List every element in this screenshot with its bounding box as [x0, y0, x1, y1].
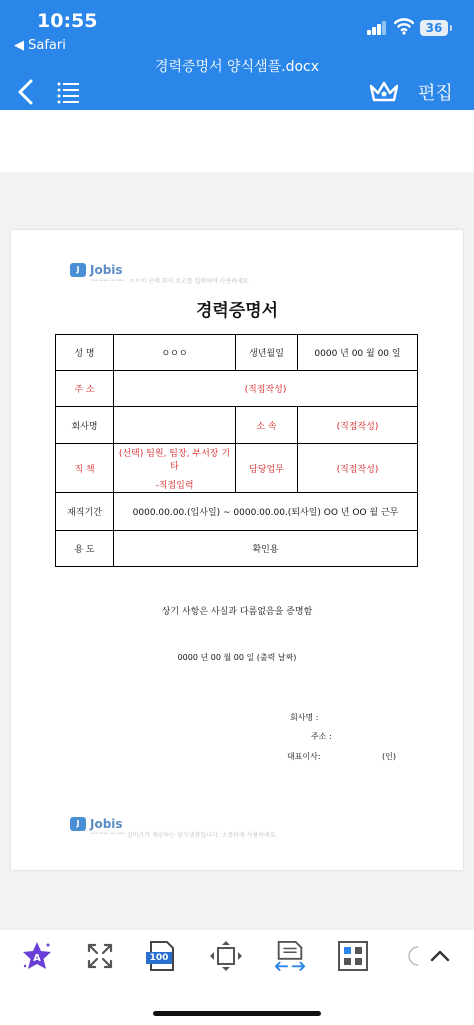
position-value-line1: (선택) 팀원, 팀장, 부서장 기타 — [118, 448, 231, 472]
duty-value: (직접작성) — [298, 444, 418, 493]
header-logo — [70, 263, 123, 277]
address-label: 주 소 — [56, 371, 114, 407]
dept-value: (직접작성) — [298, 407, 418, 444]
document-filename: 경력증명서 양식샘플.docx — [154, 59, 320, 75]
back-icon[interactable] — [14, 78, 38, 106]
ai-assistant-icon[interactable] — [21, 940, 53, 972]
career-info-table — [55, 334, 418, 567]
table-row — [56, 407, 418, 444]
duty-label: 담당업무 — [236, 444, 298, 493]
wifi-icon — [394, 17, 414, 35]
position-label: 직 책 — [56, 444, 114, 493]
signature-company: 회사명 : — [290, 713, 319, 722]
period-label: 재직기간 — [56, 493, 114, 531]
document-page — [11, 230, 463, 870]
purpose-value: 확인용 — [114, 531, 418, 567]
footer-logo — [70, 817, 123, 831]
reflow-icon[interactable] — [272, 940, 308, 972]
period-value: 0000.00.00.(입사일) ~ 0000.00.00.(퇴사일) OO 년 OO 월 근무 — [114, 493, 418, 531]
footer-note: 잡비즈가 제공하는 양식샘플입니다. 소중하게 사용하세요. — [127, 832, 278, 839]
viewer-top-margin — [0, 110, 474, 172]
company-value — [114, 407, 236, 444]
position-value-line2: -직접입력 — [155, 480, 194, 491]
table-row — [56, 371, 418, 407]
back-to-safari-link[interactable]: ◀ Safari — [14, 38, 66, 53]
chevron-up-icon[interactable] — [428, 940, 452, 972]
table-row — [56, 493, 418, 531]
jobis-logo-icon: J — [70, 817, 86, 831]
status-bar — [0, 0, 474, 58]
purpose-label: 용 도 — [56, 531, 114, 567]
logo-text: Jobis — [90, 817, 123, 831]
jobis-logo-icon: J — [70, 263, 86, 277]
loading-icon — [399, 940, 419, 972]
home-indicator — [153, 1011, 321, 1016]
thumbnails-icon[interactable] — [337, 940, 369, 972]
zoom-100-button[interactable] — [145, 940, 177, 972]
signature-address: 주소 : — [311, 732, 332, 741]
address-value: (직접작성) — [114, 371, 418, 407]
signature-ceo: 대표이사: — [287, 752, 321, 761]
document-title: 경력증명서 — [195, 301, 279, 321]
dept-label: 소 속 — [236, 407, 298, 444]
cellular-signal-icon — [367, 21, 387, 35]
position-value — [114, 444, 236, 493]
signature-seal: (인) — [382, 752, 396, 761]
name-value: ㅇㅇㅇ — [114, 335, 236, 371]
logo-tagline: your career, our value — [91, 831, 125, 835]
svg-text:A: A — [33, 953, 41, 964]
bottom-toolbar — [0, 930, 474, 1025]
nav-bar — [0, 58, 474, 110]
table-row — [56, 531, 418, 567]
zoom-level: 100 — [149, 953, 169, 963]
battery-indicator: 36 — [420, 20, 448, 36]
crown-icon[interactable] — [368, 80, 400, 104]
birth-value: 0000 년 00 월 00 일 — [298, 335, 418, 371]
table-row — [56, 444, 418, 493]
status-time: 10:55 — [37, 10, 98, 32]
issue-date: 0000 년 00 월 00 일 (출력 날짜) — [177, 653, 297, 662]
name-label: 성 명 — [56, 335, 114, 371]
fullscreen-icon[interactable] — [84, 940, 116, 972]
list-icon[interactable] — [56, 80, 80, 104]
logo-tagline: your career, our value — [91, 278, 125, 282]
company-label: 회사명 — [56, 407, 114, 444]
logo-text: Jobis — [90, 263, 123, 277]
birth-label: 생년월일 — [236, 335, 298, 371]
fit-page-icon[interactable] — [208, 940, 244, 972]
edit-button[interactable]: 편집 — [418, 83, 453, 104]
certification-statement: 상기 사항은 사실과 다름없음을 증명함 — [161, 607, 313, 617]
table-row — [56, 335, 418, 371]
logo-instruction-note: ㅇㅇ이 곤애 회사 로고를 입력하여 사용하세요 — [129, 278, 249, 285]
